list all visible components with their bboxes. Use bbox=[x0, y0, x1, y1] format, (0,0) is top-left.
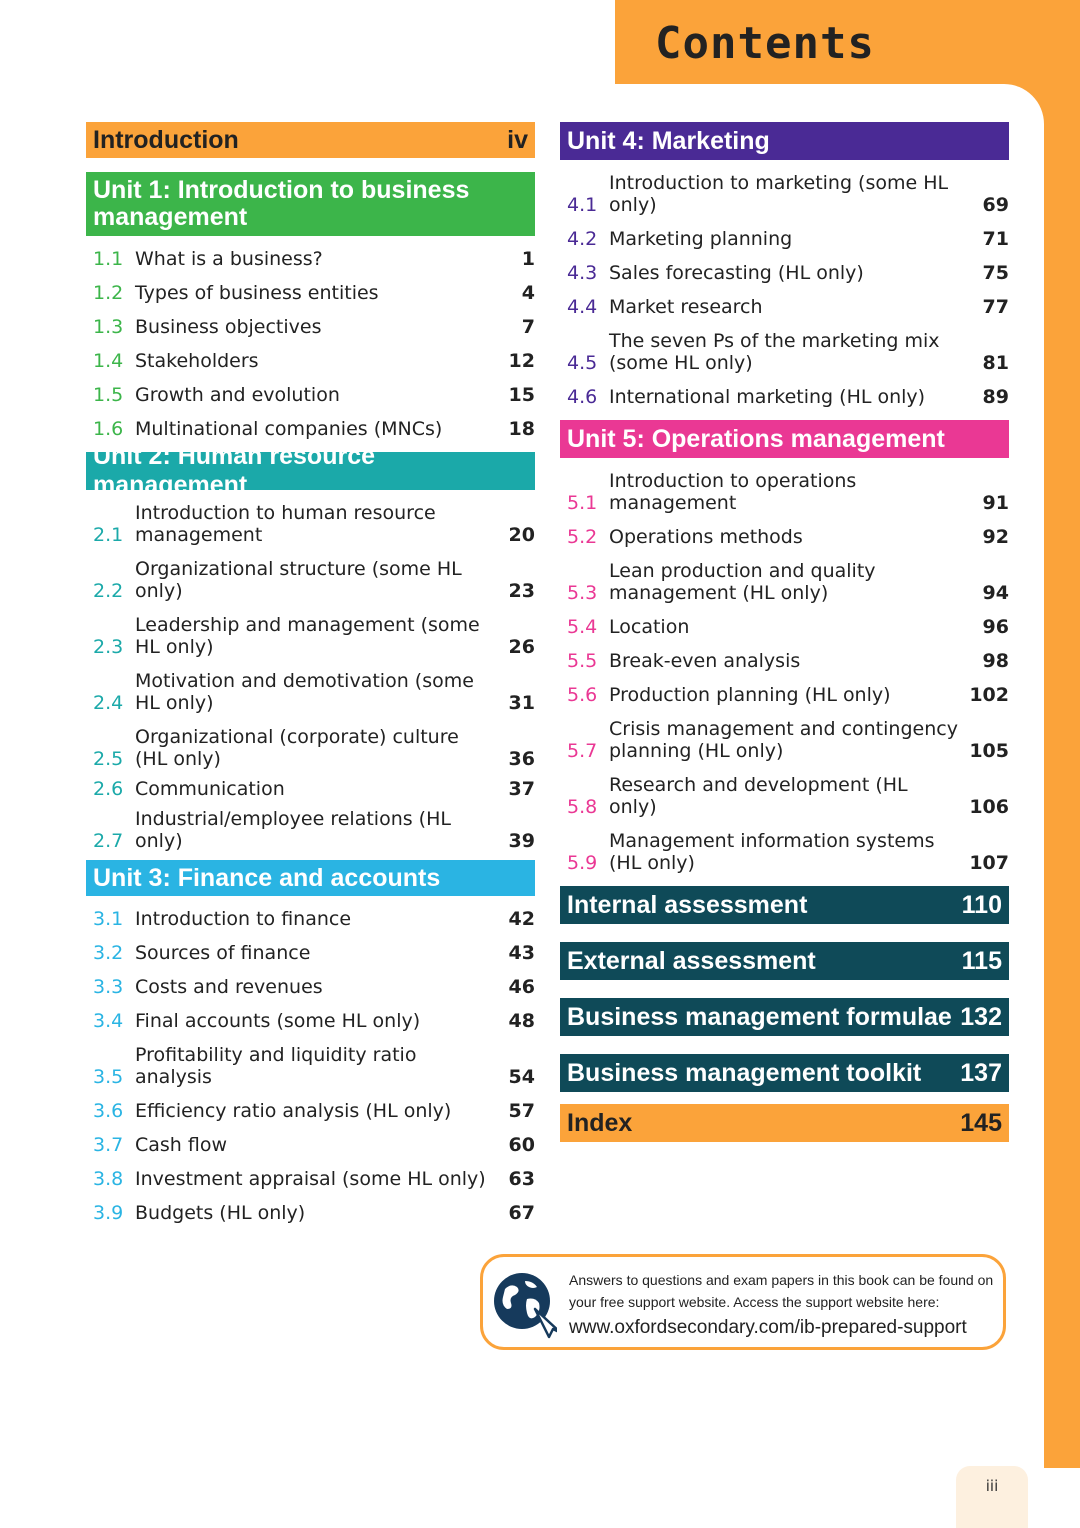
unit5-title: Unit 5: Operations management bbox=[567, 424, 945, 453]
assessment-page: 110 bbox=[961, 890, 1002, 919]
toc-entry[interactable] bbox=[86, 248, 535, 270]
section-title: Motivation and demotivation (some HL only) bbox=[135, 670, 474, 714]
section-title: Types of business entities bbox=[135, 282, 379, 304]
section-number: 3.1 bbox=[93, 908, 124, 930]
section-page: 46 bbox=[508, 976, 535, 998]
section-title: Location bbox=[609, 616, 690, 638]
section-number: 5.7 bbox=[567, 740, 598, 762]
toc-entry[interactable] bbox=[560, 774, 1009, 818]
section-title: Investment appraisal (some HL only) bbox=[135, 1168, 486, 1190]
section-number: 1.5 bbox=[93, 384, 124, 406]
toc-entry[interactable] bbox=[86, 1202, 535, 1224]
section-number: 4.5 bbox=[567, 352, 598, 374]
support-description: Answers to questions and exam papers in this book can be found on your free support website. Access the support website here: bbox=[569, 1272, 994, 1310]
toc-entry[interactable] bbox=[560, 172, 1009, 216]
assessment-page: 137 bbox=[960, 1058, 1002, 1087]
section-title: Multinational companies (MNCs) bbox=[135, 418, 443, 440]
section-title: Lean production and quality management (HL only) bbox=[609, 560, 876, 604]
left-column bbox=[86, 122, 535, 1236]
section-number: 5.9 bbox=[567, 852, 598, 874]
section-page: 107 bbox=[969, 852, 1009, 874]
toc-entry[interactable] bbox=[560, 228, 1009, 250]
toc-entry[interactable] bbox=[86, 350, 535, 372]
section-page: 26 bbox=[508, 636, 535, 658]
section-title: Operations methods bbox=[609, 526, 803, 548]
section-title: Marketing planning bbox=[609, 228, 793, 250]
index-header[interactable] bbox=[560, 1104, 1009, 1142]
section-page: 15 bbox=[508, 384, 535, 406]
assessment-label: Internal assessment bbox=[567, 890, 808, 919]
section-number: 2.2 bbox=[93, 580, 124, 602]
unit5-header[interactable] bbox=[560, 420, 1009, 458]
section-number: 2.7 bbox=[93, 830, 124, 852]
section-title: Growth and evolution bbox=[135, 384, 340, 406]
section-number: 3.8 bbox=[93, 1168, 124, 1190]
section-title: The seven Ps of the marketing mix (some HL only) bbox=[609, 330, 940, 374]
section-page: 18 bbox=[508, 418, 535, 440]
toc-entry[interactable] bbox=[560, 526, 1009, 548]
section-page: 54 bbox=[508, 1066, 535, 1088]
section-number: 2.6 bbox=[93, 778, 124, 800]
section-number: 5.2 bbox=[567, 526, 598, 548]
toc-entry[interactable] bbox=[86, 418, 535, 440]
section-page: 31 bbox=[508, 692, 535, 714]
toc-entry[interactable] bbox=[86, 1044, 535, 1088]
section-title: Organizational structure (some HL only) bbox=[135, 558, 462, 602]
page-title: Contents bbox=[655, 18, 875, 69]
section-title: Introduction to human resource management bbox=[135, 502, 436, 546]
section-page: 71 bbox=[982, 228, 1009, 250]
section-title: Leadership and management (some HL only) bbox=[135, 614, 480, 658]
section-number: 3.2 bbox=[93, 942, 124, 964]
unit1-title: Unit 1: Introduction to business management bbox=[93, 176, 470, 231]
unit3-title: Unit 3: Finance and accounts bbox=[93, 863, 441, 892]
section-number: 3.9 bbox=[93, 1202, 124, 1224]
section-title: Introduction to operations management bbox=[609, 470, 857, 514]
section-page: 7 bbox=[521, 316, 535, 338]
toc-entry[interactable] bbox=[560, 684, 1009, 706]
section-title: Break-even analysis bbox=[609, 650, 801, 672]
section-title: Cash flow bbox=[135, 1134, 228, 1156]
section-page: 92 bbox=[982, 526, 1009, 548]
section-title: Research and development (HL only) bbox=[609, 774, 908, 818]
section-number: 1.6 bbox=[93, 418, 124, 440]
section-number: 3.6 bbox=[93, 1100, 124, 1122]
toc-entry[interactable] bbox=[86, 778, 535, 800]
extras-list bbox=[560, 886, 1009, 1092]
section-number: 2.3 bbox=[93, 636, 124, 658]
toc-entry[interactable] bbox=[86, 942, 535, 964]
section-number: 4.2 bbox=[567, 228, 598, 250]
section-title: Management information systems (HL only) bbox=[609, 830, 935, 874]
section-title: Profitability and liquidity ratio analysis bbox=[135, 1044, 417, 1088]
section-page: 37 bbox=[508, 778, 535, 800]
section-page: 75 bbox=[982, 262, 1009, 284]
toc-entry[interactable] bbox=[86, 316, 535, 338]
section-page: 94 bbox=[982, 582, 1009, 604]
section-page: 89 bbox=[982, 386, 1009, 408]
toc-entry[interactable] bbox=[560, 296, 1009, 318]
section-title: Organizational (corporate) culture (HL only) bbox=[135, 726, 459, 770]
section-page: 77 bbox=[982, 296, 1009, 318]
unit1-header[interactable] bbox=[86, 172, 535, 236]
toc-entry[interactable] bbox=[86, 1168, 535, 1190]
section-number: 5.4 bbox=[567, 616, 598, 638]
section-page: 42 bbox=[508, 908, 535, 930]
section-title: Stakeholders bbox=[135, 350, 259, 372]
section-title: Business objectives bbox=[135, 316, 322, 338]
page-number: iii bbox=[956, 1466, 1028, 1528]
section-page: 60 bbox=[508, 1134, 535, 1156]
section-number: 5.5 bbox=[567, 650, 598, 672]
section-number: 2.4 bbox=[93, 692, 124, 714]
globe-cursor-icon bbox=[491, 1269, 557, 1341]
section-number: 3.4 bbox=[93, 1010, 124, 1032]
toc-entry[interactable] bbox=[560, 262, 1009, 284]
toc-entry[interactable] bbox=[86, 1134, 535, 1156]
section-number: 3.5 bbox=[93, 1066, 124, 1088]
toc-entry[interactable] bbox=[86, 558, 535, 602]
support-box bbox=[480, 1254, 1006, 1350]
toc-entry[interactable] bbox=[560, 650, 1009, 672]
toc-entry[interactable] bbox=[86, 282, 535, 304]
unit4-list bbox=[560, 172, 1009, 408]
unit3-list bbox=[86, 908, 535, 1224]
section-number: 5.3 bbox=[567, 582, 598, 604]
section-title: Market research bbox=[609, 296, 763, 318]
toc-entry[interactable] bbox=[86, 808, 535, 852]
section-number: 4.1 bbox=[567, 194, 598, 216]
unit2-title: Unit 2: Human resource management bbox=[93, 442, 376, 499]
index-page: 145 bbox=[960, 1108, 1002, 1137]
unit2-list bbox=[86, 502, 535, 852]
section-number: 2.1 bbox=[93, 524, 124, 546]
section-number: 1.2 bbox=[93, 282, 124, 304]
introduction-page: iv bbox=[507, 125, 528, 154]
section-number: 1.1 bbox=[93, 248, 124, 270]
section-page: 91 bbox=[982, 492, 1009, 514]
toc-entry[interactable] bbox=[86, 1100, 535, 1122]
assessment-page: 132 bbox=[960, 1002, 1002, 1031]
section-page: 1 bbox=[521, 248, 535, 270]
unit1-list bbox=[86, 248, 535, 440]
introduction-header[interactable] bbox=[86, 122, 535, 158]
section-page: 20 bbox=[508, 524, 535, 546]
section-title: Communication bbox=[135, 778, 285, 800]
section-title: Final accounts (some HL only) bbox=[135, 1010, 421, 1032]
assessment-label: Business management toolkit bbox=[567, 1058, 922, 1087]
toc-entry[interactable] bbox=[86, 726, 535, 770]
section-page: 63 bbox=[508, 1168, 535, 1190]
toc-entry[interactable] bbox=[560, 616, 1009, 638]
section-title: Efficiency ratio analysis (HL only) bbox=[135, 1100, 452, 1122]
toc-entry[interactable] bbox=[86, 976, 535, 998]
section-page: 81 bbox=[982, 352, 1009, 374]
section-page: 43 bbox=[508, 942, 535, 964]
section-title: Introduction to finance bbox=[135, 908, 352, 930]
right-column bbox=[560, 122, 1009, 1142]
index-label: Index bbox=[567, 1108, 633, 1137]
section-number: 4.6 bbox=[567, 386, 598, 408]
support-url[interactable]: www.oxfordsecondary.com/ib-prepared-support bbox=[569, 1317, 967, 1338]
section-title: What is a business? bbox=[135, 248, 323, 270]
section-page: 98 bbox=[982, 650, 1009, 672]
section-page: 106 bbox=[969, 796, 1009, 818]
section-page: 105 bbox=[969, 740, 1009, 762]
assessment-label: Business management formulae bbox=[567, 1002, 952, 1031]
assessment-header[interactable] bbox=[560, 998, 1009, 1036]
assessment-page: 115 bbox=[961, 946, 1002, 975]
section-title: Crisis management and contingency planning (HL only) bbox=[609, 718, 958, 762]
toc-entry[interactable] bbox=[560, 330, 1009, 374]
section-title: Sales forecasting (HL only) bbox=[609, 262, 864, 284]
section-page: 48 bbox=[508, 1010, 535, 1032]
section-title: Production planning (HL only) bbox=[609, 684, 891, 706]
section-number: 4.3 bbox=[567, 262, 598, 284]
section-number: 3.3 bbox=[93, 976, 124, 998]
toc-entry[interactable] bbox=[86, 908, 535, 930]
toc-entry[interactable] bbox=[86, 670, 535, 714]
section-page: 67 bbox=[508, 1202, 535, 1224]
section-number: 1.4 bbox=[93, 350, 124, 372]
toc-entry[interactable] bbox=[560, 830, 1009, 874]
section-page: 12 bbox=[508, 350, 535, 372]
section-number: 2.5 bbox=[93, 748, 124, 770]
section-page: 102 bbox=[969, 684, 1009, 706]
section-page: 96 bbox=[982, 616, 1009, 638]
section-number: 1.3 bbox=[93, 316, 124, 338]
introduction-label: Introduction bbox=[93, 125, 239, 154]
toc-entry[interactable] bbox=[560, 560, 1009, 604]
section-number: 3.7 bbox=[93, 1134, 124, 1156]
section-page: 57 bbox=[508, 1100, 535, 1122]
section-page: 23 bbox=[508, 580, 535, 602]
assessment-header[interactable] bbox=[560, 942, 1009, 980]
unit5-list bbox=[560, 470, 1009, 874]
toc-entry[interactable] bbox=[560, 718, 1009, 762]
section-title: Introduction to marketing (some HL only) bbox=[609, 172, 949, 216]
unit4-title: Unit 4: Marketing bbox=[567, 126, 770, 155]
section-number: 5.8 bbox=[567, 796, 598, 818]
toc-entry[interactable] bbox=[560, 470, 1009, 514]
toc-entry[interactable] bbox=[86, 1010, 535, 1032]
section-page: 36 bbox=[508, 748, 535, 770]
toc-entry[interactable] bbox=[86, 384, 535, 406]
assessment-header[interactable] bbox=[560, 1054, 1009, 1092]
section-number: 5.6 bbox=[567, 684, 598, 706]
toc-entry[interactable] bbox=[86, 502, 535, 546]
section-page: 69 bbox=[982, 194, 1009, 216]
unit2-header[interactable] bbox=[86, 442, 535, 499]
section-title: Costs and revenues bbox=[135, 976, 323, 998]
assessment-label: External assessment bbox=[567, 946, 816, 975]
unit3-header[interactable] bbox=[86, 860, 535, 896]
section-title: Budgets (HL only) bbox=[135, 1202, 306, 1224]
section-title: Sources of finance bbox=[135, 942, 311, 964]
section-number: 5.1 bbox=[567, 492, 598, 514]
section-title: Industrial/employee relations (HL only) bbox=[135, 808, 451, 852]
assessment-header[interactable] bbox=[560, 886, 1009, 924]
section-title: International marketing (HL only) bbox=[609, 386, 926, 408]
toc-entry[interactable] bbox=[86, 614, 535, 658]
section-page: 39 bbox=[508, 830, 535, 852]
section-number: 4.4 bbox=[567, 296, 598, 318]
toc-entry[interactable] bbox=[560, 386, 1009, 408]
unit4-header[interactable] bbox=[560, 122, 1009, 160]
section-page: 4 bbox=[521, 282, 535, 304]
